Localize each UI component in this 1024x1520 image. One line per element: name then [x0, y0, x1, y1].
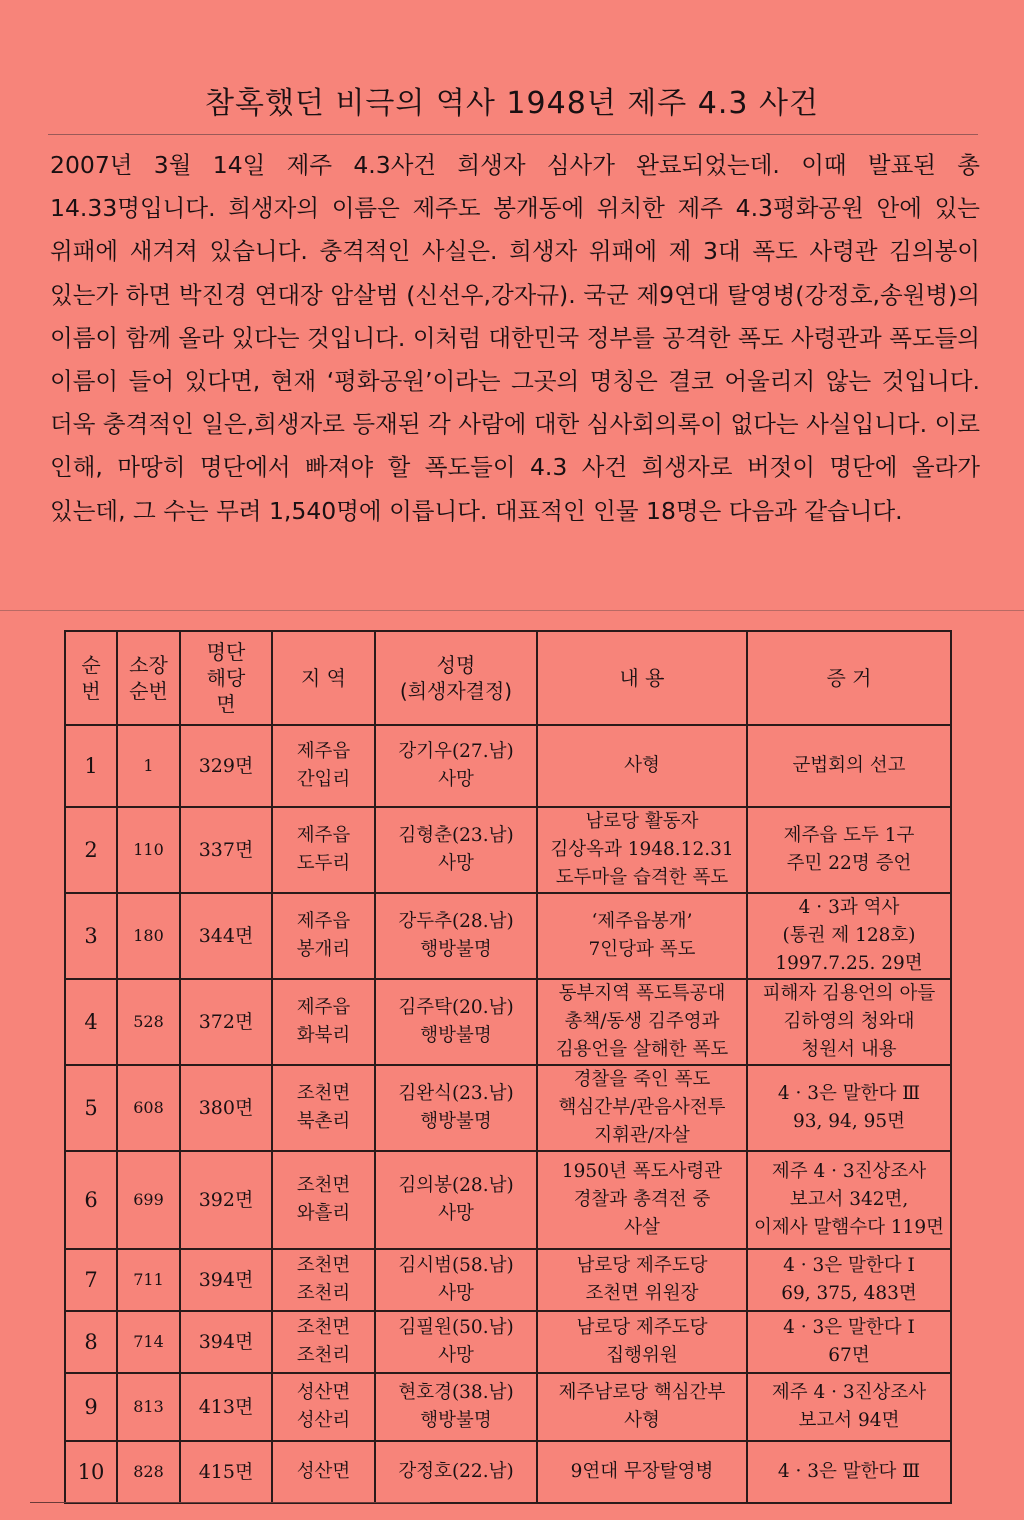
table-row — [65, 1373, 951, 1441]
cell-seq: 6 — [65, 1151, 117, 1249]
cell-archive-seq: 828 — [117, 1441, 180, 1503]
cell-name: 김형춘(23.남) 사망 — [375, 807, 537, 893]
cell-archive-seq: 608 — [117, 1065, 180, 1151]
casualty-table — [64, 630, 952, 1504]
cell-evidence: 4 · 3은 말한다 Ⅰ 67면 — [747, 1311, 951, 1373]
cell-evidence: 4 · 3과 역사 (통권 제 128호) 1997.7.25. 29면 — [747, 893, 951, 979]
table-row — [65, 893, 951, 979]
cell-region: 조천면 조천리 — [272, 1311, 375, 1373]
document-title: 참혹했던 비극의 역사 1948년 제주 4.3 사건 — [205, 86, 819, 121]
cell-seq: 5 — [65, 1065, 117, 1151]
cell-evidence: 4 · 3은 말한다 Ⅲ — [747, 1441, 951, 1503]
cell-seq: 3 — [65, 893, 117, 979]
cell-name: 강기우(27.남) 사망 — [375, 725, 537, 807]
cell-detail: 사형 — [537, 725, 747, 807]
cell-detail: 1950년 폭도사령관 경찰과 총격전 중 사살 — [537, 1151, 747, 1249]
table-row — [65, 1151, 951, 1249]
cell-roster-page: 372면 — [180, 979, 272, 1065]
cell-roster-page: 337면 — [180, 807, 272, 893]
cell-region: 성산면 — [272, 1441, 375, 1503]
table-row — [65, 1441, 951, 1503]
cell-name: 김시범(58.남) 사망 — [375, 1249, 537, 1311]
cell-seq: 1 — [65, 725, 117, 807]
table-row — [65, 1311, 951, 1373]
cell-roster-page: 392면 — [180, 1151, 272, 1249]
cell-detail: 동부지역 폭도특공대 총책/동생 김주영과 김용언을 살해한 폭도 — [537, 979, 747, 1065]
cell-roster-page: 329면 — [180, 725, 272, 807]
table-body — [65, 725, 951, 1503]
table-header-row — [65, 631, 951, 725]
cell-archive-seq: 813 — [117, 1373, 180, 1441]
cell-evidence: 4 · 3은 말한다 Ⅰ 69, 375, 483면 — [747, 1249, 951, 1311]
cell-roster-page: 394면 — [180, 1311, 272, 1373]
cell-roster-page: 380면 — [180, 1065, 272, 1151]
header-archive-seq: 소장순번 — [117, 631, 180, 725]
cell-detail: 9연대 무장탈영병 — [537, 1441, 747, 1503]
cell-archive-seq: 528 — [117, 979, 180, 1065]
table-row — [65, 1065, 951, 1151]
cell-name: 강정호(22.남) — [375, 1441, 537, 1503]
section-divider — [0, 610, 1024, 611]
cell-evidence: 피해자 김용언의 아들 김하영의 청와대 청원서 내용 — [747, 979, 951, 1065]
title-divider — [48, 134, 978, 135]
cell-evidence: 4 · 3은 말한다 Ⅲ 93, 94, 95면 — [747, 1065, 951, 1151]
cell-seq: 2 — [65, 807, 117, 893]
cell-name: 김완식(23.남) 행방불명 — [375, 1065, 537, 1151]
cell-region: 제주읍 간입리 — [272, 725, 375, 807]
cell-seq: 8 — [65, 1311, 117, 1373]
cell-detail: 남로당 제주도당 집행위원 — [537, 1311, 747, 1373]
cell-archive-seq: 714 — [117, 1311, 180, 1373]
cell-archive-seq: 699 — [117, 1151, 180, 1249]
cell-roster-page: 394면 — [180, 1249, 272, 1311]
cell-region: 제주읍 화북리 — [272, 979, 375, 1065]
cell-archive-seq: 180 — [117, 893, 180, 979]
bottom-divider — [30, 1502, 430, 1503]
cell-region: 조천면 조천리 — [272, 1249, 375, 1311]
cell-seq: 4 — [65, 979, 117, 1065]
cell-seq: 9 — [65, 1373, 117, 1441]
header-region: 지 역 — [272, 631, 375, 725]
cell-archive-seq: 711 — [117, 1249, 180, 1311]
cell-archive-seq: 1 — [117, 725, 180, 807]
cell-detail: 남로당 활동자 김상옥과 1948.12.31 도두마을 습격한 폭도 — [537, 807, 747, 893]
cell-detail: 남로당 제주도당 조천면 위원장 — [537, 1249, 747, 1311]
cell-roster-page: 344면 — [180, 893, 272, 979]
cell-evidence: 제주 4 · 3진상조사 보고서 94면 — [747, 1373, 951, 1441]
cell-name: 현호경(38.남) 행방불명 — [375, 1373, 537, 1441]
table-row — [65, 725, 951, 807]
cell-seq: 10 — [65, 1441, 117, 1503]
cell-evidence: 제주 4 · 3진상조사 보고서 342면, 이제사 말햄수다 119면 — [747, 1151, 951, 1249]
cell-detail: ‘제주읍봉개’ 7인당파 폭도 — [537, 893, 747, 979]
cell-name: 김필원(50.남) 사망 — [375, 1311, 537, 1373]
cell-evidence: 제주읍 도두 1구 주민 22명 증언 — [747, 807, 951, 893]
cell-name: 김주탁(20.남) 행방불명 — [375, 979, 537, 1065]
cell-region: 제주읍 봉개리 — [272, 893, 375, 979]
cell-roster-page: 415면 — [180, 1441, 272, 1503]
table-row — [65, 979, 951, 1065]
cell-archive-seq: 110 — [117, 807, 180, 893]
cell-name: 강두추(28.남) 행방불명 — [375, 893, 537, 979]
cell-roster-page: 413면 — [180, 1373, 272, 1441]
cell-region: 조천면 와흘리 — [272, 1151, 375, 1249]
cell-region: 조천면 북촌리 — [272, 1065, 375, 1151]
header-name: 성명 (희생자결정) — [375, 631, 537, 725]
cell-seq: 7 — [65, 1249, 117, 1311]
header-detail: 내 용 — [537, 631, 747, 725]
cell-detail: 제주남로당 핵심간부 사형 — [537, 1373, 747, 1441]
header-seq: 순번 — [65, 631, 117, 725]
header-evidence: 증 거 — [747, 631, 951, 725]
header-roster-page: 명단해당면 — [180, 631, 272, 725]
cell-evidence: 군법회의 선고 — [747, 725, 951, 807]
table-row — [65, 1249, 951, 1311]
cell-region: 성산면 성산리 — [272, 1373, 375, 1441]
cell-region: 제주읍 도두리 — [272, 807, 375, 893]
cell-detail: 경찰을 죽인 폭도 핵심간부/관음사전투 지휘관/자살 — [537, 1065, 747, 1151]
cell-name: 김의봉(28.남) 사망 — [375, 1151, 537, 1249]
table-row — [65, 807, 951, 893]
intro-paragraph: 2007년 3월 14일 제주 4.3사건 희생자 심사가 완료되었는데. 이때 발표된 총 14.33명입니다. 희생자의 이름은 제주도 봉개동에 위치한 제주 4.3평화공원 안에 있는 위패에 새겨져 있습니다. 충격적인 사실은. 희생자 위패에 제 3대 폭도 사령관 김의봉이 있는가 하면 박진경 연대장 암살범 (신선우,강자규). 국군 제9연대 탈영병(강정호,송원병)의 이름이 함께 올라 있다는 것입니다. 이처럼 대한민국 정부를 공격한 폭도 사령관과 폭도들의 이름이 들어 있다면, 현재 ‘평화공원’이라는 그곳의 명칭은 결코 어울리지 않는 것입니다. 더욱 충격적인 일은,희생자로 등재된 각 사람에 대한 심사회의록이 없다는 사실입니다. 이로 인해, 마땅히 명단에서 빠져야 할 폭도들이 4.3 사건 희생자로 버젓이 명단에 올라가 있는데, 그 수는 무려 1,540명에 이릅니다. 대표적인 인물 18명은 다음과 같습니다. — [50, 151, 980, 525]
